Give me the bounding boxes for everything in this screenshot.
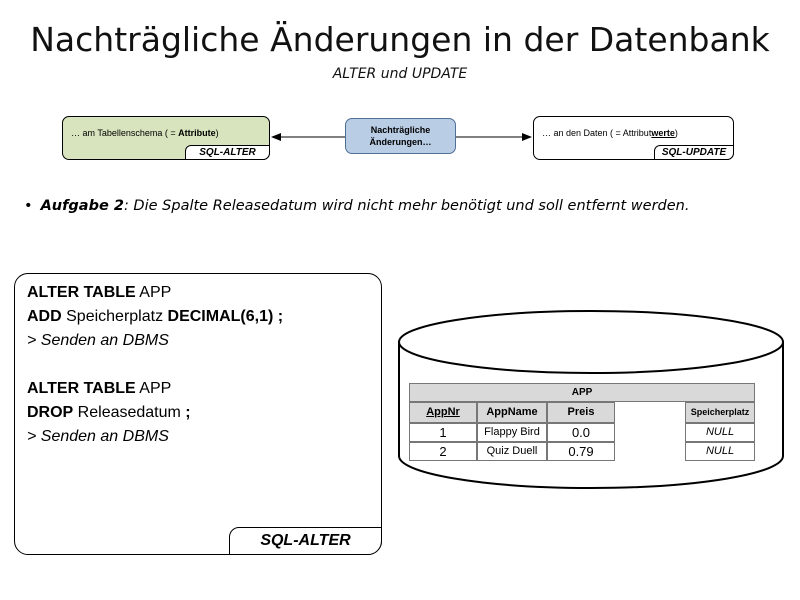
column-header-appname: AppName xyxy=(477,402,547,423)
task-text: : Die Spalte Releasedatum wird nicht mehr benötigt und soll entfernt werden. xyxy=(123,198,690,214)
table-caption: APP xyxy=(409,383,755,402)
changes-box xyxy=(345,118,456,154)
sql-update-tag: SQL-UPDATE xyxy=(654,145,734,160)
column-header-preis: Preis xyxy=(547,402,615,423)
data-change-text: … an den Daten ( = Attributwerte) xyxy=(542,128,678,138)
table-cell: NULL xyxy=(685,423,755,442)
table-cell: 1 xyxy=(409,423,477,442)
table-cell: Quiz Duell xyxy=(477,442,547,461)
code-note-2: > Senden an DBMS xyxy=(27,428,169,445)
table-cell: Flappy Bird xyxy=(477,423,547,442)
column-header-speicherplatz: Speicherplatz xyxy=(685,402,755,423)
data-change-box xyxy=(533,116,734,160)
schema-change-box xyxy=(62,116,270,160)
sql-alter-tag: SQL-ALTER xyxy=(185,145,270,160)
code-line-4: DROP Releasedatum ; xyxy=(27,404,191,421)
schema-change-text: … am Tabellenschema ( = Attribute) xyxy=(71,128,219,138)
table-cell: 0.0 xyxy=(547,423,615,442)
sql-code-box xyxy=(14,273,382,555)
page-title: Nachträgliche Änderungen in der Datenbank xyxy=(30,20,770,59)
code-line-2: ADD Speicherplatz DECIMAL(6,1) ; xyxy=(27,308,284,325)
bullet-icon: • xyxy=(24,198,33,214)
column-header-appnr: AppNr xyxy=(409,402,477,423)
code-note-1: > Senden an DBMS xyxy=(27,332,169,349)
table-cell: 2 xyxy=(409,442,477,461)
task-label: Aufgabe 2 xyxy=(40,198,124,214)
changes-line-1: Nachträgliche xyxy=(370,125,431,135)
task-item xyxy=(24,198,689,214)
table-cell: NULL xyxy=(685,442,755,461)
sql-alter-label: SQL-ALTER xyxy=(229,527,382,555)
changes-line-2: Änderungen… xyxy=(369,137,432,147)
code-line-1: ALTER TABLE APP xyxy=(27,284,172,301)
page-subtitle: ALTER und UPDATE xyxy=(332,66,468,82)
code-line-3: ALTER TABLE APP xyxy=(27,380,172,397)
table-cell: 0.79 xyxy=(547,442,615,461)
